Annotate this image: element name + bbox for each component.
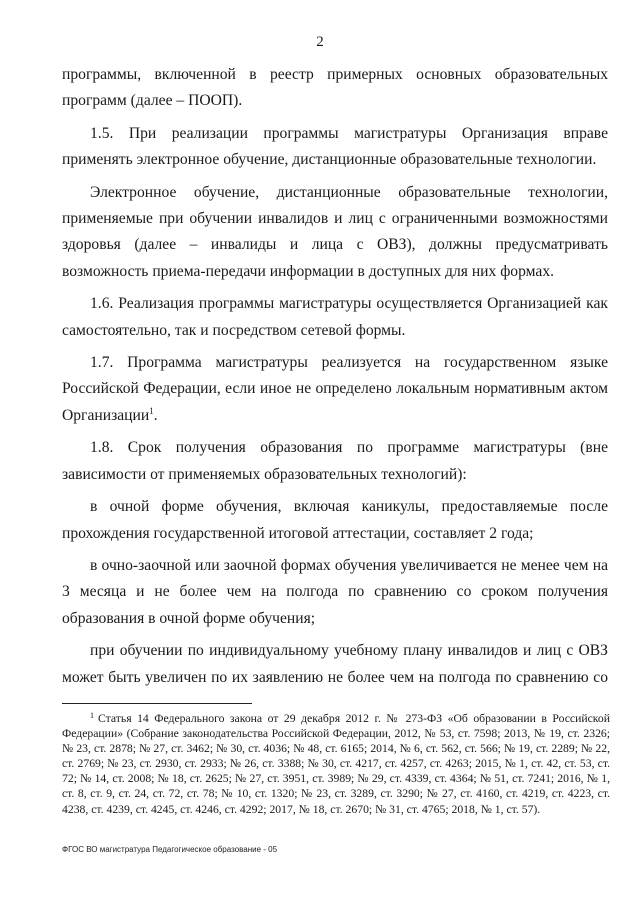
paragraph-part-time: в очно-заочной или заочной формах обучения увеличивается не менее чем на 3 месяца и не более чем на полгода по сравнению со сроком получения образования в очной форме обучения;	[62, 556, 608, 627]
paragraph-1-5: 1.5. При реализации программы магистратуры Организация вправе применять электронное обучение, дистанционные образовательные технологии.	[62, 124, 608, 169]
paragraph-full-time: в очной форме обучения, включая каникулы, предоставляемые после прохождения государственной итоговой аттестации, составляет 2 года;	[62, 498, 608, 542]
paragraph-1-8: 1.8. Срок получения образования по программе магистратуры (вне зависимости от применяемых образовательных технологий):	[62, 439, 608, 483]
footnote-separator	[62, 703, 252, 704]
paragraph-1-6: 1.6. Реализация программы магистратуры осуществляется Организацией как самостоятельно, так и посредством сетевой формы.	[62, 295, 608, 339]
footnote	[62, 711, 610, 817]
paragraph-poop-continuation: программы, включенной в реестр примерных основных образовательных программ (далее – ПООП).	[62, 66, 608, 110]
paragraph-1-7-text: 1.7. Программа магистратуры реализуется на государственном языке Российской Федерации, если иное не определено локальным нормативным актом Организации	[62, 354, 608, 424]
document-footer: ФГОС ВО магистратура Педагогическое образование - 05	[62, 845, 278, 854]
footnote-reference: 1	[149, 405, 154, 416]
document-body	[62, 62, 608, 691]
page-number: 2	[316, 34, 324, 50]
footnote-text: Статья 14 Федерального закона от 29 декабря 2012 г. № 273-ФЗ «Об образовании в Российской Федерации» (Собрание законодательства Российской Федерации, 2012, № 53, ст. 7598; 2013, № 19, ст. 2326; № 23, ст. 2878; № 27, ст. 3462; № 30, ст. 4036; № 48, ст. 6165; 2014, № 6, ст. 562, ст. 566; № 19, ст. 2289; № 22, ст. 2769; № 23, ст. 2930, ст. 2933; № 26, ст. 3388; № 30, ст. 4217, ст. 4257, ст. 4263; 2015, № 1, ст. 42, ст. 53, ст. 72; № 14, ст. 2008; № 18, ст. 2625; № 27, ст. 3951, ст. 3989; № 29, ст. 4339, ст. 4364; № 51, ст. 7241; 2016, № 1, ст. 8, ст. 9, ст. 24, ст. 72, ст. 78; № 10, ст. 1320; № 23, ст. 3289, ст. 3290; № 27, ст. 4160, ст. 4219, ст. 4223, ст. 4238, ст. 4239, ст. 4245, ст. 4246, ст. 4292; 2017, № 18, ст. 2670; № 31, ст. 4765; 2018, № 1, ст. 57).	[62, 712, 610, 816]
paragraph-e-learning: Электронное обучение, дистанционные образовательные технологии, применяемые при обучении инвалидов и лиц с ограниченными возможностями здоровья (далее – инвалиды и лица с ОВЗ), должны предусматривать возможность приема-передачи информации в доступных для них формах.	[62, 183, 608, 280]
footnote-mark: 1	[90, 711, 94, 720]
paragraph-individual-plan: при обучении по индивидуальному учебному плану инвалидов и лиц с ОВЗ может быть увеличен по их заявлению не более чем на полгода по сравнению со	[62, 642, 608, 686]
paragraph-1-7: 1.7. Программа магистратуры реализуется на государственном языке Российской Федерации, если иное не определено локальным нормативным актом Организации$^1$.	[62, 354, 608, 424]
